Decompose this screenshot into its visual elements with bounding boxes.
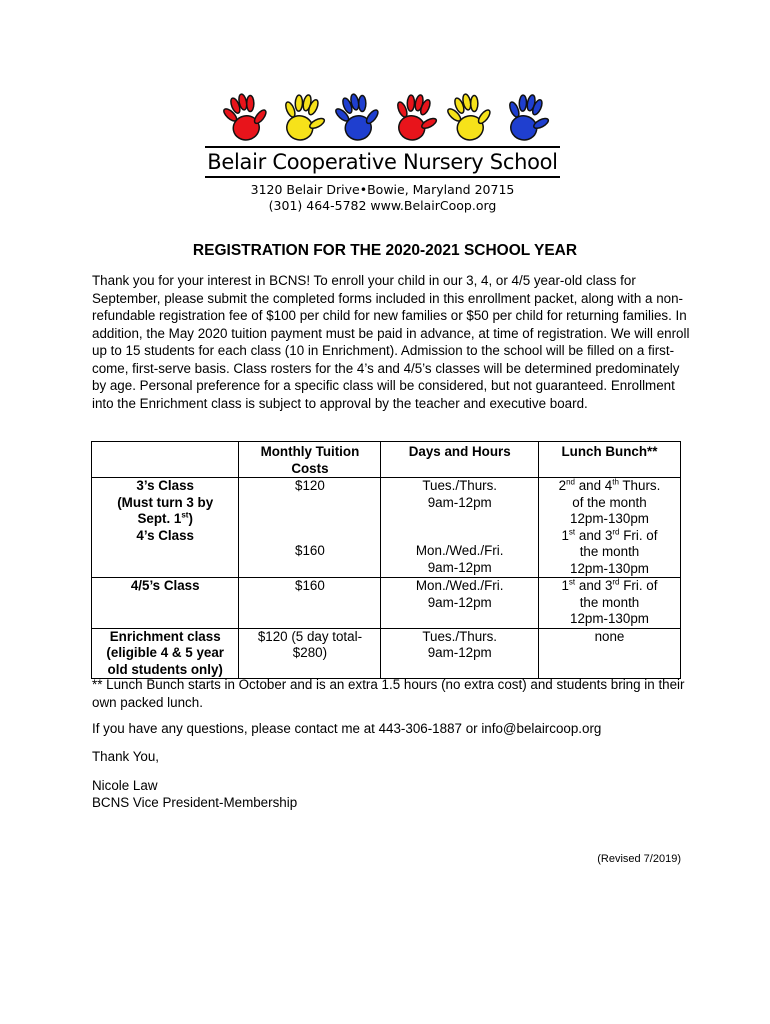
lunch-cell: [538, 628, 680, 679]
header-lunch: Lunch Bunch**: [538, 442, 680, 478]
fours-lunch-hours: 12pm-130pm: [570, 560, 649, 576]
enrichment-days: Tues./Thurs.: [422, 628, 498, 644]
fourfive-label: 4/5’s Class: [130, 578, 200, 593]
intro-paragraph: Thank you for your interest in BCNS! To enroll your child in our 3, 4, or 4/5 year-old class for September, please submit the completed forms included in this enrollment packet, along with a non-refundable registration fee of $100 per child for new families or $50 per child for returning families. In addition, the May 2020 tuition payment must be paid in advance, at time of registration. We will enroll up to 15 students for each class (10 in Enrichment). Admission to the school will be filled on a first-come, first-serve basis. Class rosters for the 4’s and 4/5’s classes will be determined predominately by age. Personal preference for a specific class will be considered, but not guaranteed. Enrollment into the Enrichment class is subject to approval by the teacher and executive board.: [92, 273, 690, 411]
header-class-cell: [92, 442, 239, 478]
threes-tuition: $120: [295, 478, 325, 493]
revised-date: (Revised 7/2019): [597, 853, 681, 865]
enrichment-eligibility-2: old students only): [107, 661, 223, 677]
handprint-icon: [389, 92, 443, 144]
school-contact-line: (301) 464-5782 www.BelairCoop.org: [268, 198, 497, 213]
handprint-icon: [219, 92, 273, 144]
enrichment-eligibility: (eligible 4 & 5 year: [106, 645, 224, 660]
fours-hours: 9am-12pm: [427, 559, 492, 575]
enrichment-lunch: none: [594, 628, 625, 644]
fours-lunch-month: the month: [579, 544, 640, 559]
enrichment-tuition: $120 (5 day total-: [257, 628, 363, 644]
fours-tuition: $160: [295, 542, 325, 558]
threes-lunch-days: 2nd and 4th Thurs.: [558, 477, 661, 493]
threes-hours: 9am-12pm: [427, 494, 492, 510]
header-tuition: Monthly Tuition Costs: [239, 442, 381, 478]
handprint-icon: [443, 92, 497, 144]
page-title: REGISTRATION FOR THE 2020-2021 SCHOOL YEAR: [192, 242, 578, 259]
table-header-row: [92, 442, 681, 478]
threes-lunch-hours: 12pm-130pm: [570, 511, 649, 526]
lunch-bunch-note: ** Lunch Bunch starts in October and is an extra 1.5 hours (no extra cost) and students bring in their own packed lunch.: [92, 677, 685, 710]
table-row: [92, 478, 681, 578]
class-label: [92, 578, 239, 629]
fourfive-tuition: $160: [295, 578, 325, 593]
class-table: [91, 441, 681, 679]
handprint-icon: [277, 92, 331, 144]
fourfive-lunch-hours: 12pm-130pm: [570, 611, 649, 626]
fourfive-hours: 9am-12pm: [427, 594, 492, 610]
days-cell: [381, 628, 539, 679]
handprints-icon: [217, 92, 557, 144]
enrichment-tuition-total: $280): [292, 645, 328, 660]
threes-lunch-month: of the month: [572, 494, 647, 510]
enrichment-hours: 9am-12pm: [427, 645, 492, 660]
days-cell: [381, 478, 539, 578]
tuition-cell: [239, 628, 381, 679]
school-address: 3120 Belair Drive•Bowie, Maryland 20715: [250, 182, 515, 197]
table-row: [92, 628, 681, 679]
table-row: [92, 578, 681, 629]
handprint-icon: [331, 92, 385, 144]
threes-label: 3’s Class: [136, 478, 194, 493]
class-label: [92, 478, 239, 578]
enrichment-label: Enrichment class: [109, 628, 221, 644]
handprint-icon: [501, 92, 555, 144]
school-name: Belair Cooperative Nursery School: [205, 146, 560, 178]
threes-age-date: Sept. 1st): [137, 510, 193, 526]
tuition-cell: [239, 478, 381, 578]
signature-name: Nicole Law: [92, 778, 158, 793]
closing-text: Thank You,: [92, 749, 160, 764]
header-days: Days and Hours: [381, 442, 539, 478]
class-label: [92, 628, 239, 679]
fourfive-lunch-month: the month: [579, 594, 640, 610]
tuition-cell: [239, 578, 381, 629]
fours-lunch-days: 1st and 3rd Fri. of: [561, 527, 658, 543]
fours-days: Mon./Wed./Fri.: [415, 543, 504, 558]
fours-label: 4’s Class: [136, 527, 194, 543]
days-cell: [381, 578, 539, 629]
school-logo: [205, 92, 560, 217]
fourfive-lunch-days: 1st and 3rd Fri. of: [561, 577, 658, 593]
lunch-cell: [538, 478, 680, 578]
signature-title: BCNS Vice President-Membership: [92, 795, 298, 810]
threes-days: Tues./Thurs.: [422, 478, 498, 493]
fourfive-days: Mon./Wed./Fri.: [415, 578, 504, 593]
threes-age-note: (Must turn 3 by: [117, 494, 214, 510]
lunch-cell: [538, 578, 680, 629]
contact-text: If you have any questions, please contact me at 443-306-1887 or info@belaircoop.org: [92, 721, 602, 736]
